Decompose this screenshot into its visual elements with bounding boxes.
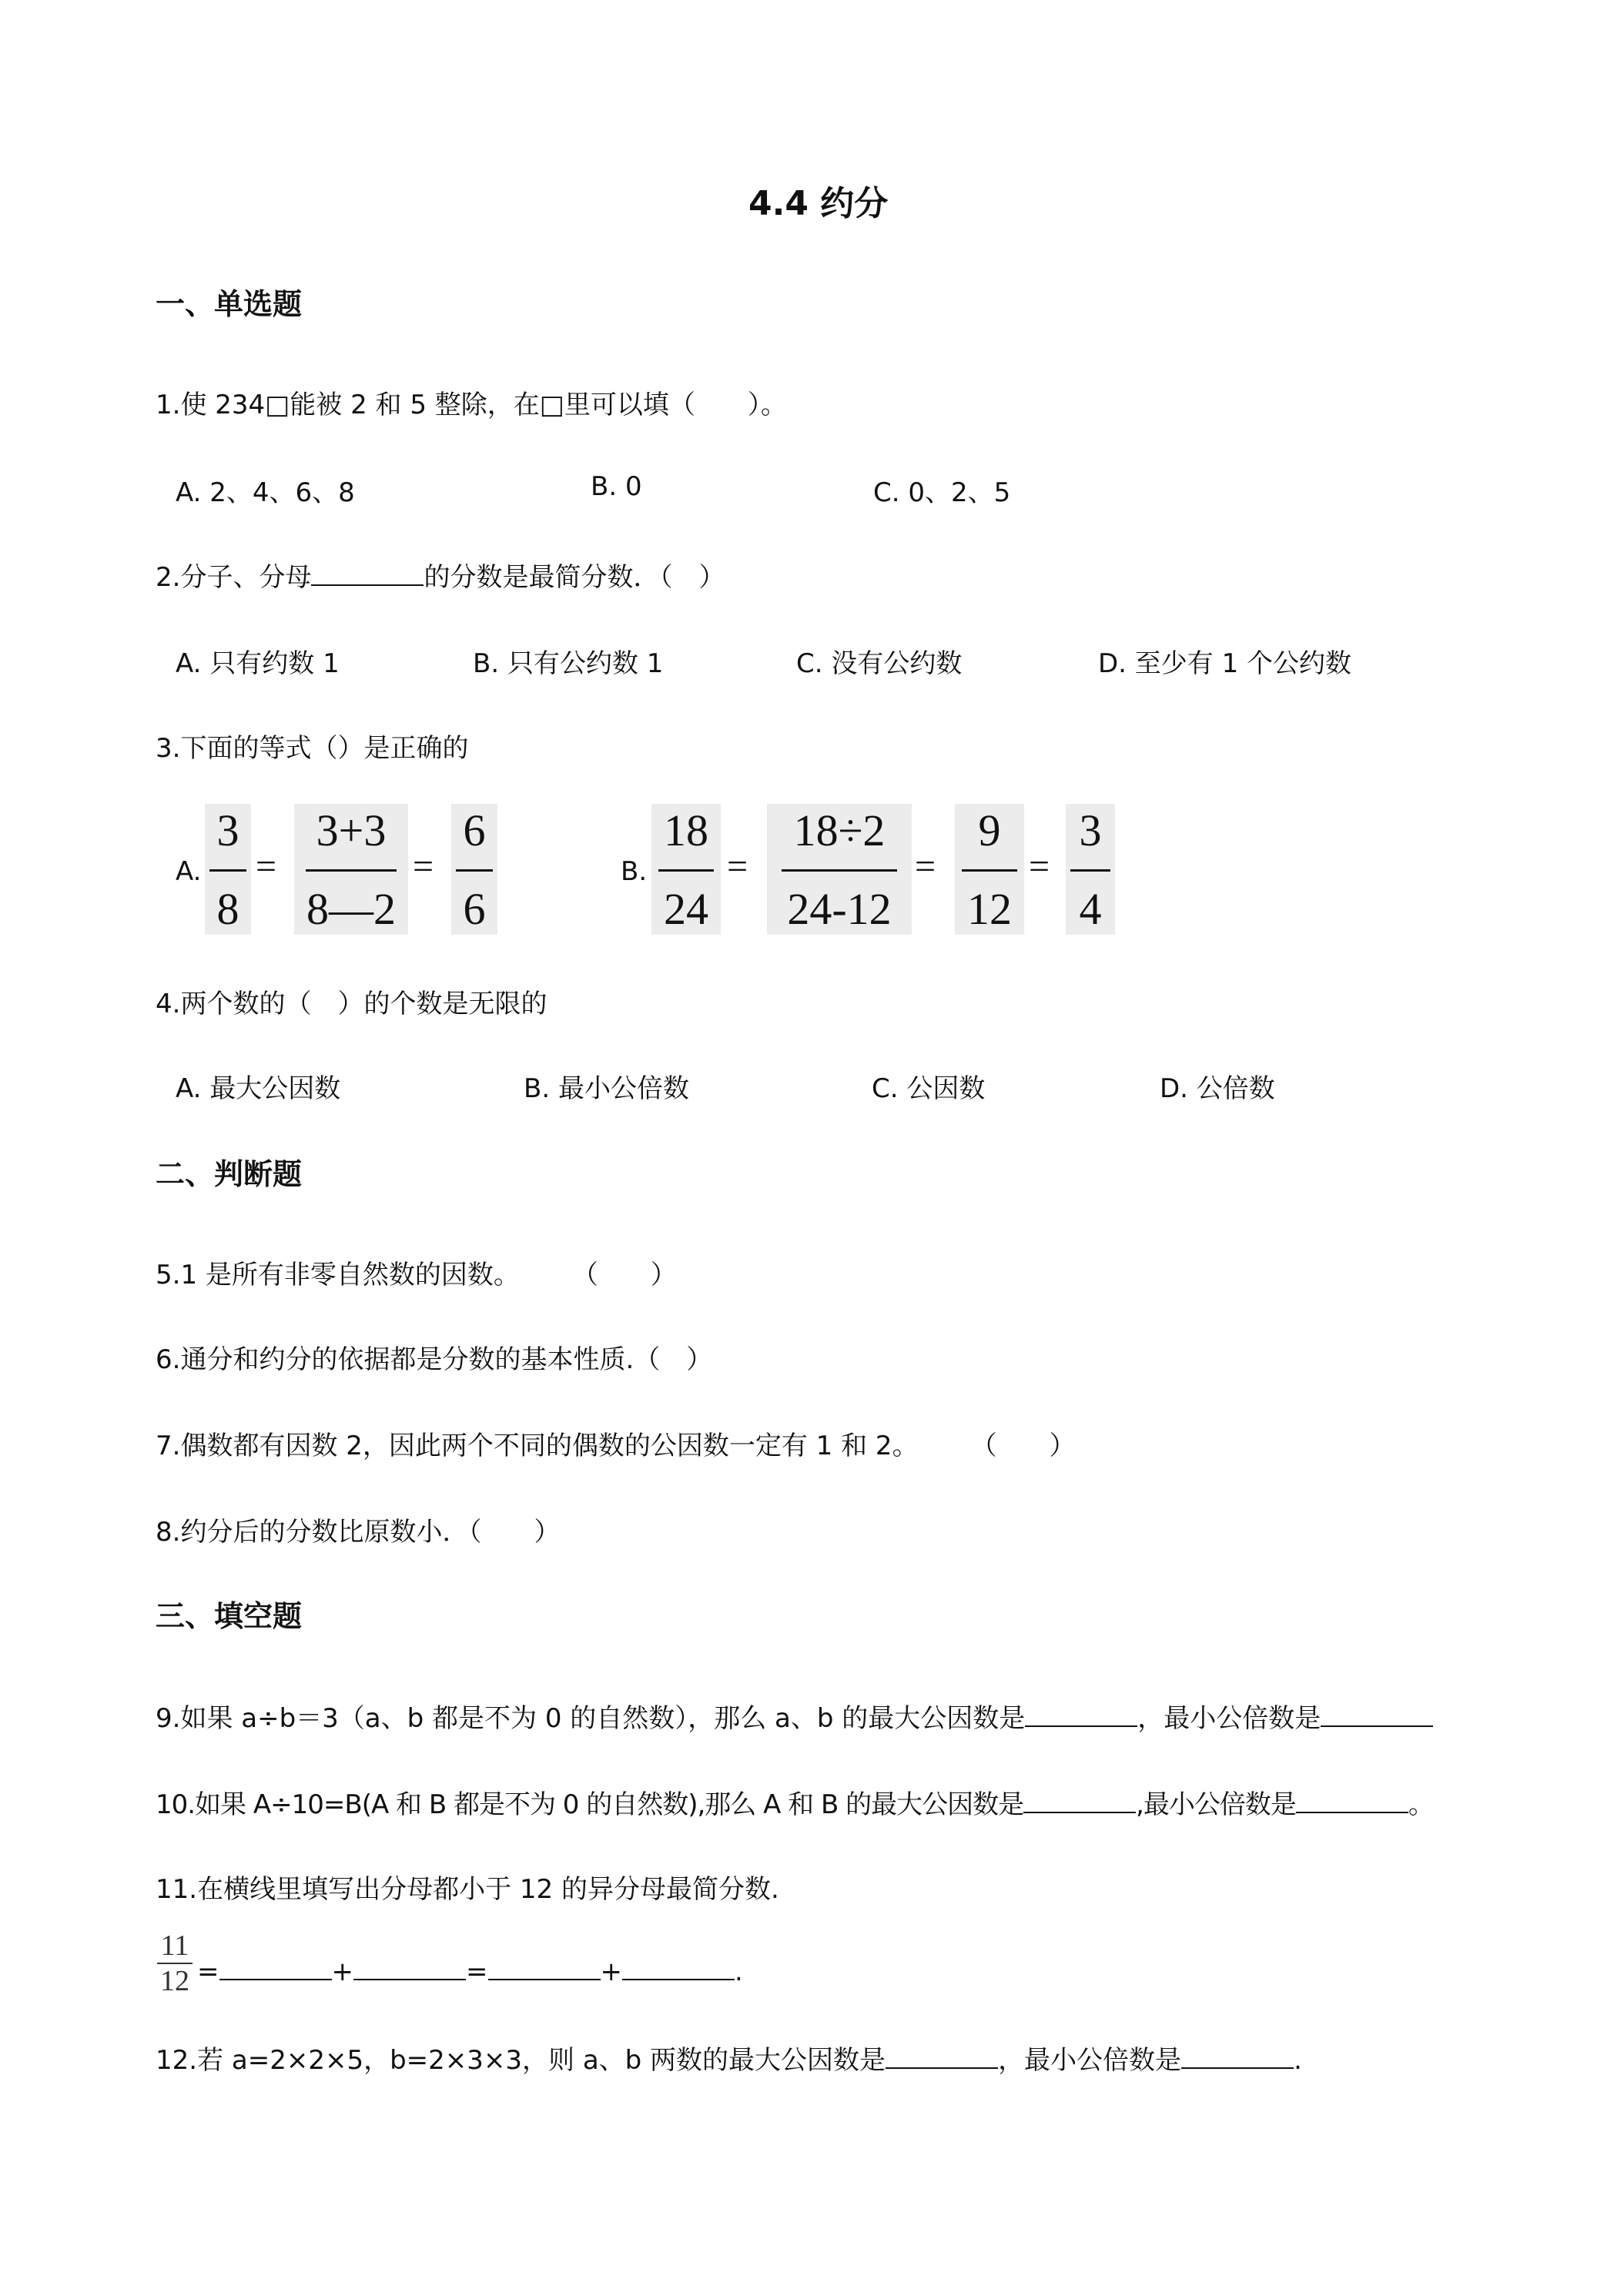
- question-12-prefix: 12.若 a=2×2×5，b=2×3×3，则 a、b 两数的最大公因数是: [156, 2045, 886, 2076]
- q3-a-f2-den: 8—2: [306, 884, 396, 934]
- question-7: 7.偶数都有因数 2，因此两个不同的偶数的公因数一定有 1 和 2。 （ ）: [156, 1431, 1076, 1461]
- section-heading-fill-blank: 三、填空题: [156, 1599, 303, 1633]
- q4-option-c[interactable]: C. 公因数: [872, 1073, 986, 1104]
- q2-option-b[interactable]: B. 只有公约数 1: [473, 648, 664, 679]
- q11-eq1: =: [197, 1956, 219, 1987]
- question-12: [156, 2039, 1302, 2077]
- fraction-bar: [456, 869, 493, 872]
- q3-option-b-label[interactable]: B.: [621, 856, 648, 887]
- question-10-middle: ,最小公倍数是: [1136, 1789, 1296, 1820]
- question-9-blank-lcm[interactable]: [1321, 1699, 1433, 1727]
- q3-a-fraction-2: [294, 804, 408, 935]
- question-3: 3.下面的等式（）是正确的: [156, 733, 469, 764]
- q4-option-d[interactable]: D. 公倍数: [1160, 1073, 1275, 1104]
- q3-a-fraction-3: [451, 804, 497, 935]
- fraction-bar: [209, 869, 246, 872]
- fraction-bar: [306, 869, 397, 872]
- q11-blank-3[interactable]: [488, 1953, 601, 1980]
- q11-fraction-num: 11: [160, 1930, 189, 1962]
- q3-b-f4-den: 4: [1079, 884, 1102, 934]
- question-10-blank-lcm[interactable]: [1296, 1786, 1408, 1813]
- question-4: 4.两个数的（ ）的个数是无限的: [156, 989, 547, 1019]
- question-5: 5.1 是所有非零自然数的因数。 （ ）: [156, 1260, 677, 1290]
- fraction-bar: [157, 1963, 193, 1964]
- question-10-blank-gcd[interactable]: [1023, 1786, 1136, 1813]
- question-10-prefix: 10.如果 A÷10=B(A 和 B 都是不为 0 的自然数),那么 A 和 B 的最大公因数是: [156, 1789, 1024, 1820]
- q3-b-f3-num: 9: [978, 805, 1001, 855]
- question-8: 8.约分后的分数比原数小．（ ）: [156, 1517, 561, 1548]
- q3-a-f3-den: 6: [463, 884, 486, 934]
- question-6: 6.通分和约分的依据都是分数的基本性质.（ ）: [156, 1344, 713, 1375]
- q1-option-b[interactable]: B. 0: [591, 471, 642, 502]
- q3-b-f1-den: 24: [664, 884, 708, 934]
- section-heading-single-choice: 一、单选题: [156, 287, 303, 321]
- question-2-prefix: 2.分子、分母: [156, 562, 312, 593]
- equals-sign: =: [256, 846, 277, 887]
- q4-option-b[interactable]: B. 最小公倍数: [524, 1073, 689, 1104]
- equals-sign: =: [413, 846, 434, 887]
- question-11: 11.在横线里填写出分母都小于 12 的异分母最简分数.: [156, 1874, 779, 1905]
- fraction-bar: [782, 869, 897, 872]
- question-2: [156, 556, 725, 594]
- q11-blank-4[interactable]: [622, 1953, 735, 1980]
- question-12-middle: ，最小公倍数是: [998, 2045, 1182, 2076]
- question-2-blank[interactable]: [311, 558, 424, 586]
- q3-a-f1-num: 3: [216, 805, 239, 855]
- fraction-bar: [962, 869, 1017, 872]
- q11-blank-2[interactable]: [353, 1953, 466, 1980]
- q3-b-fraction-1: [651, 804, 721, 935]
- question-1: 1.使 234□能被 2 和 5 整除，在□里可以填（ ）。: [156, 390, 787, 420]
- q3-b-fraction-2: [767, 804, 912, 935]
- q3-b-fraction-3: [955, 804, 1024, 935]
- equals-sign: =: [915, 846, 936, 887]
- q3-b-fraction-4: [1066, 804, 1115, 935]
- q2-option-c[interactable]: C. 没有公约数: [796, 648, 963, 679]
- q3-a-f1-den: 8: [216, 884, 239, 934]
- question-12-blank-gcd[interactable]: [886, 2041, 998, 2069]
- q3-a-f3-num: 6: [463, 805, 486, 855]
- question-2-suffix: 的分数是最简分数．（ ）: [424, 562, 725, 593]
- q11-end: .: [735, 1956, 743, 1987]
- q3-option-a-label[interactable]: A.: [176, 856, 202, 887]
- q1-option-c[interactable]: C. 0、2、5: [873, 477, 1011, 508]
- question-10-end: 。: [1408, 1789, 1434, 1820]
- q11-eq2: =: [466, 1956, 488, 1987]
- question-9-middle: ，最小公倍数是: [1137, 1703, 1321, 1734]
- question-10: [156, 1783, 1434, 1821]
- q1-option-a[interactable]: A. 2、4、6、8: [176, 477, 355, 508]
- q3-a-fraction-1: [205, 804, 251, 935]
- question-12-end: .: [1294, 2045, 1302, 2076]
- q11-blank-1[interactable]: [219, 1953, 332, 1980]
- q11-plus2: +: [600, 1956, 622, 1987]
- fraction-bar: [658, 869, 714, 872]
- question-9-prefix: 9.如果 a÷b＝3（a、b 都是不为 0 的自然数），那么 a、b 的最大公因数是: [156, 1703, 1026, 1734]
- q2-option-a[interactable]: A. 只有约数 1: [176, 648, 340, 679]
- equals-sign: =: [727, 846, 748, 887]
- question-9-blank-gcd[interactable]: [1025, 1699, 1137, 1727]
- q11-fraction-den: 12: [160, 1965, 189, 1997]
- q3-b-f1-num: 18: [664, 805, 708, 855]
- page-title: 4.4 约分: [748, 184, 889, 223]
- q3-b-f2-den: 24-12: [787, 884, 892, 934]
- q11-equation: [197, 1953, 743, 1987]
- section-heading-true-false: 二、判断题: [156, 1157, 303, 1191]
- q3-b-f4-num: 3: [1079, 805, 1102, 855]
- question-12-blank-lcm[interactable]: [1181, 2041, 1294, 2069]
- q4-option-a[interactable]: A. 最大公因数: [176, 1073, 341, 1104]
- equals-sign: =: [1029, 846, 1050, 887]
- question-9: [156, 1697, 1433, 1735]
- q11-plus1: +: [331, 1956, 353, 1987]
- q3-a-f2-num: 3+3: [316, 805, 387, 855]
- fraction-bar: [1070, 869, 1110, 872]
- q3-b-f3-den: 12: [967, 884, 1012, 934]
- q3-b-f2-num: 18÷2: [793, 805, 886, 855]
- q2-option-d[interactable]: D. 至少有 1 个公约数: [1098, 648, 1352, 679]
- q11-fraction: [156, 1931, 194, 1996]
